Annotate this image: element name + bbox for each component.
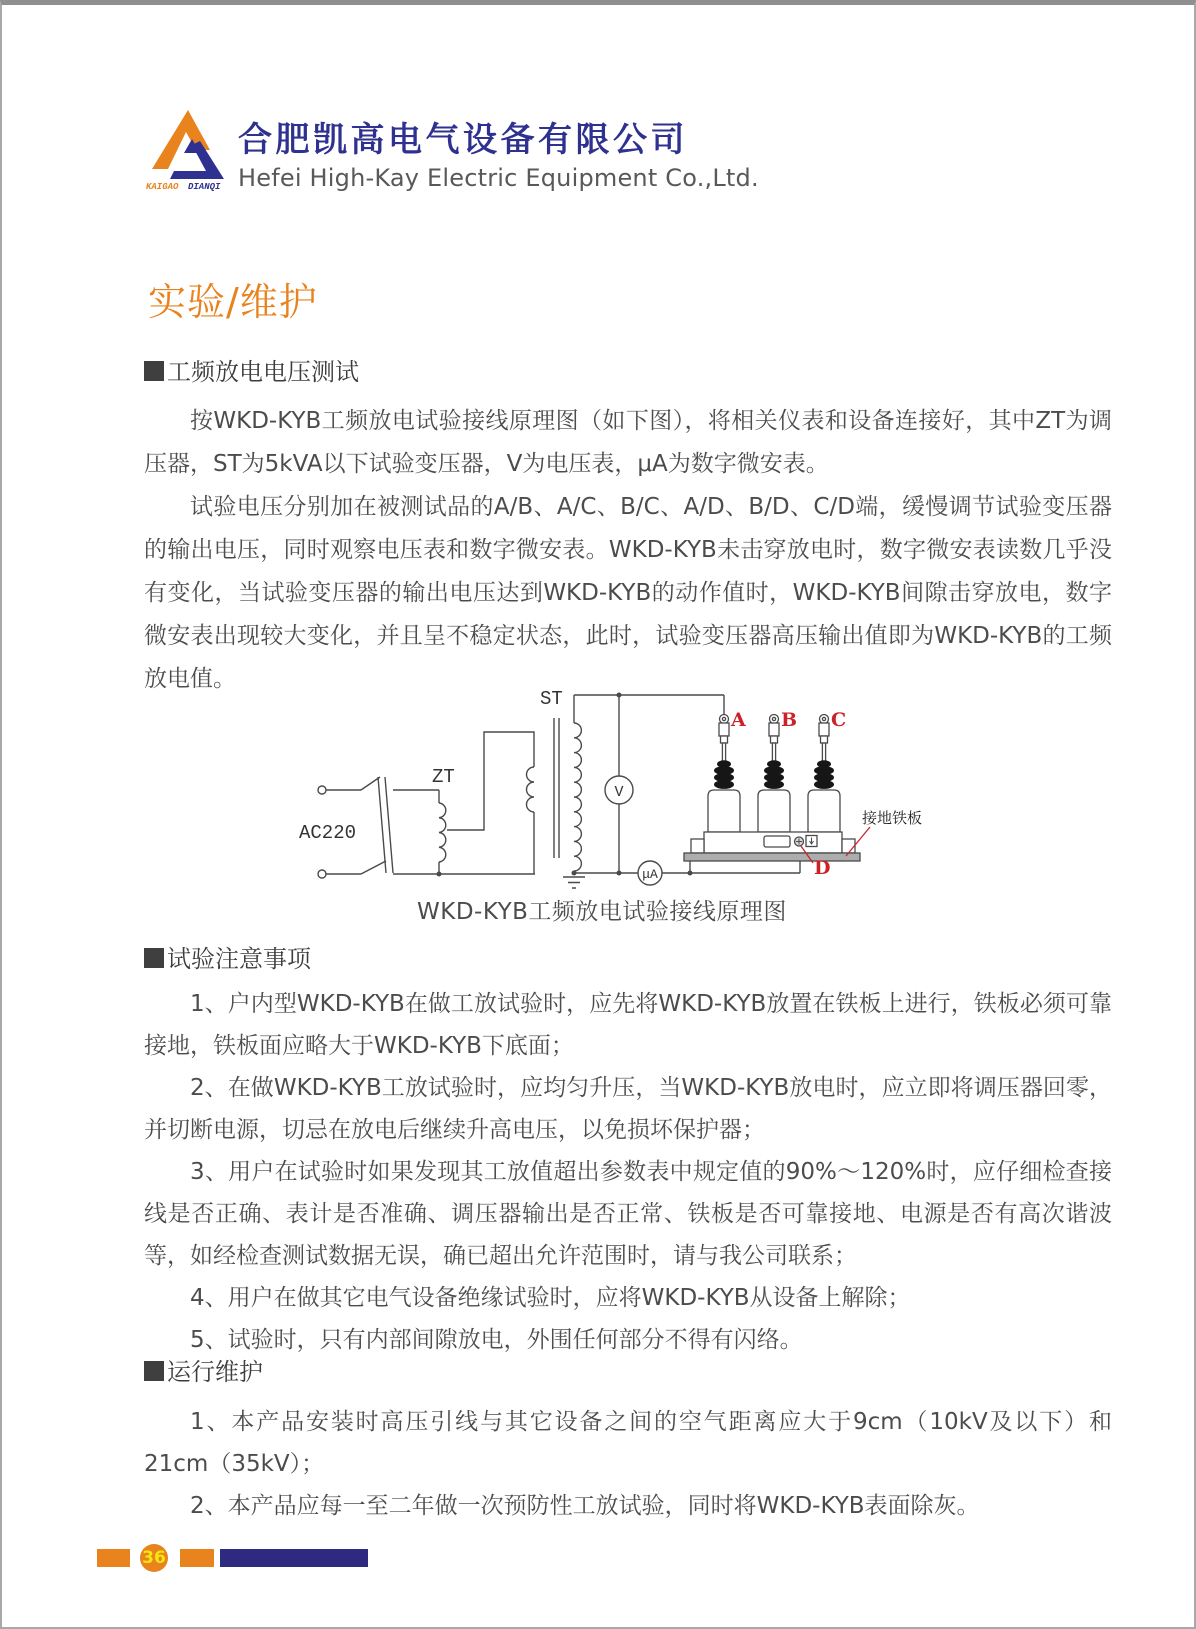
paragraph: 试验电压分别加在被测试品的A/B、A/C、B/C、A/D、B/D、C/D端，缓慢调节试验变压器的输出电压，同时观察电压表和数字微安表。WKD-KYB未击穿放电时，数字微安表读数几乎没有变化，当试验变压器的输出电压达到WKD-KYB的动作值时，WKD-KYB间隙击穿放电，数字微安表出现较大变化，并且呈不稳定状态，此时，试验变压器高压输出值即为WKD-KYB的工频放电值。 bbox=[144, 494, 1112, 692]
company-name-en: Hefei High-Kay Electric Equipment Co.,Ltd. bbox=[238, 163, 759, 192]
company-name-cn: 合肥凯高电气设备有限公司 bbox=[238, 120, 688, 160]
square-bullet-icon bbox=[144, 1361, 164, 1381]
logo-mark-icon bbox=[140, 107, 240, 195]
footer-orange-block bbox=[180, 1549, 214, 1567]
logo-text-right: DIANQI bbox=[188, 182, 221, 192]
arrester-base bbox=[684, 832, 860, 861]
diagram-caption: WKD-KYB工频放电试验接线原理图 bbox=[417, 899, 787, 925]
terminal-icon bbox=[318, 870, 326, 878]
section-1-body bbox=[144, 400, 1112, 701]
ground-plate bbox=[684, 853, 860, 861]
list-item: 2、在做WKD-KYB工放试验时，应均匀升压，当WKD-KYB放电时，应立即将调压器回零，并切断电源，切忌在放电后继续升高电压，以免损坏保护器； bbox=[144, 1075, 1112, 1143]
tap-wire bbox=[447, 732, 534, 830]
switch-blades bbox=[378, 777, 393, 873]
list-item: 3、用户在试验时如果发现其工放值超出参数表中规定值的90%～120%时，应仔细检查接线是否正确、表计是否准确、调压器输出是否正常、铁板是否可靠接地、电源是否有高次谐波等，如经检查测试数据无误，确已超出允许范围时，请与我公司联系； bbox=[144, 1159, 1112, 1269]
regulator-label: ZT bbox=[432, 766, 455, 788]
terminal-d-label: D bbox=[814, 857, 831, 879]
list-item: 1、户内型WKD-KYB在做工放试验时，应先将WKD-KYB放置在铁板上进行，铁板必须可靠接地，铁板面应略大于WKD-KYB下底面； bbox=[144, 991, 1112, 1059]
transformer-label: ST bbox=[540, 688, 563, 710]
list-item: 2、本产品应每一至二年做一次预防性工放试验，同时将WKD-KYB表面除灰。 bbox=[190, 1493, 980, 1519]
company-logo-icon bbox=[140, 107, 240, 195]
transformer-secondary-coil bbox=[574, 723, 581, 871]
transformer-core bbox=[554, 718, 559, 858]
wiring-diagram bbox=[297, 660, 1077, 900]
regulator-coil bbox=[439, 803, 446, 862]
section-heading-power-frequency-test bbox=[144, 357, 359, 387]
circuit-diagram-svg bbox=[297, 660, 1077, 900]
page-title: 实验/维护 bbox=[148, 280, 318, 324]
junction-dots bbox=[437, 693, 693, 877]
list-item: 1、本产品安装时高压引线与其它设备之间的空气距离应大于9cm（10kV及以下）和21cm（35kV）； bbox=[144, 1409, 1112, 1477]
arrester-phase-a bbox=[708, 715, 740, 833]
phase-b-label: B bbox=[781, 709, 798, 731]
section-2-body bbox=[144, 983, 1112, 1361]
arrester-phase-c bbox=[808, 715, 840, 833]
company-header bbox=[238, 119, 759, 192]
phase-c-label: C bbox=[831, 709, 847, 731]
section-heading-test-notes bbox=[144, 944, 311, 974]
section-3-body bbox=[144, 1401, 1112, 1527]
microammeter-label: μA bbox=[642, 867, 658, 882]
phase-a-label: A bbox=[731, 709, 746, 731]
base-tab-right bbox=[842, 839, 855, 853]
counter-window bbox=[764, 836, 790, 847]
logo-text-left: KAIGAO bbox=[146, 182, 179, 192]
base-tab-left bbox=[691, 839, 704, 853]
footer-navy-block bbox=[220, 1549, 368, 1567]
source-label: AC220 bbox=[299, 822, 357, 844]
page-number-badge: 36 bbox=[140, 1544, 168, 1572]
transformer-primary-coil bbox=[527, 767, 535, 812]
square-bullet-icon bbox=[144, 948, 164, 968]
list-item: 5、试验时，只有内部间隙放电，外围任何部分不得有闪络。 bbox=[190, 1327, 803, 1353]
section-heading-operation-maintenance bbox=[144, 1357, 263, 1387]
voltmeter-label: V bbox=[614, 784, 624, 801]
list-item: 4、用户在做其它电气设备绝缘试验时，应将WKD-KYB从设备上解除； bbox=[190, 1285, 911, 1311]
section-heading-label: 运行维护 bbox=[167, 1358, 263, 1386]
terminal-icon bbox=[318, 786, 326, 794]
footer-orange-block bbox=[97, 1549, 130, 1567]
ground-icon bbox=[563, 877, 585, 888]
ground-plate-label: 接地铁板 bbox=[862, 809, 923, 827]
page-footer bbox=[2, 1544, 1194, 1574]
section-heading-label: 工频放电电压测试 bbox=[167, 358, 359, 386]
arrester-phase-b bbox=[758, 715, 790, 833]
square-bullet-icon bbox=[144, 361, 164, 381]
paragraph: 按WKD-KYB工频放电试验接线原理图（如下图），将相关仪表和设备连接好，其中ZT为调压器，ST为5kVA以下试验变压器，V为电压表，μA为数字微安表。 bbox=[144, 408, 1112, 477]
section-heading-label: 试验注意事项 bbox=[167, 945, 311, 973]
